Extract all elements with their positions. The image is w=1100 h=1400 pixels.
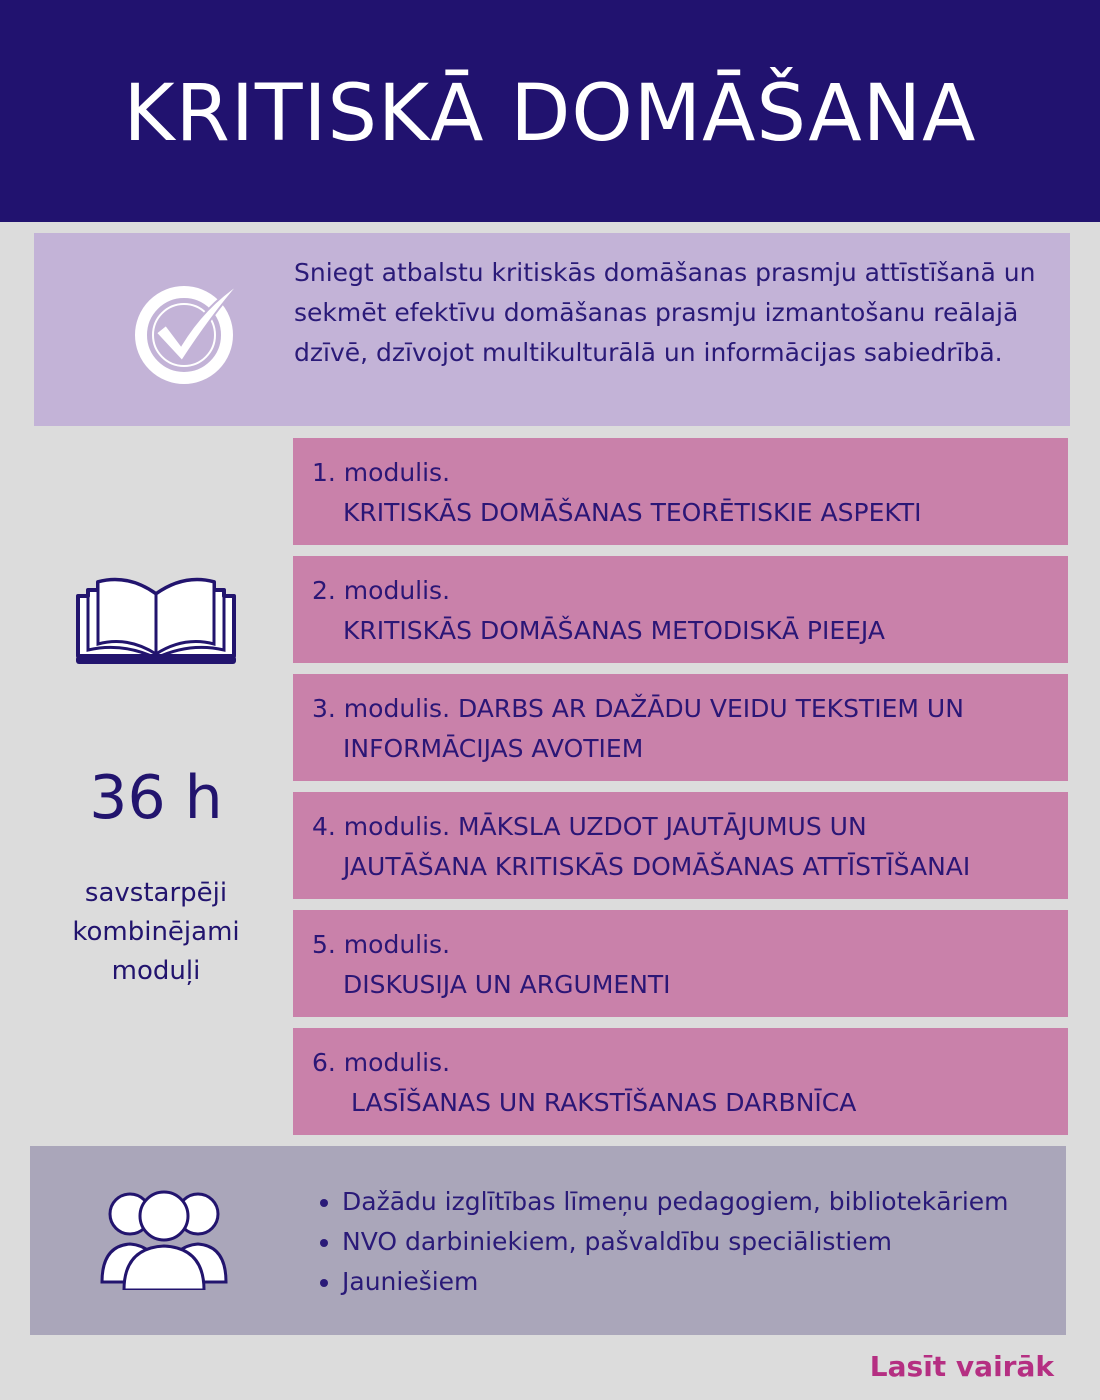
module-title: 6. modulis. [312, 1048, 451, 1077]
module-title: 1. modulis. [312, 458, 451, 487]
hours-description [0, 874, 312, 991]
module-subtitle: KRITISKĀS DOMĀŠANAS METODISKĀ PIEEJA [343, 616, 885, 645]
goal-panel [34, 233, 1070, 426]
module-title: 4. modulis. MĀKSLA UZDOT JAUTĀJUMUS UN [312, 812, 867, 841]
hours-description-line: savstarpēji [84, 878, 228, 908]
module-card-4[interactable] [293, 792, 1068, 899]
module-title: 3. modulis. DARBS AR DAŽĀDU VEIDU TEKSTIEM UN [312, 694, 964, 723]
hours-value: 36 h [89, 763, 223, 833]
module-card-6[interactable] [293, 1028, 1068, 1135]
list-item: • Dažādu izglītības līmeņu pedagogiem, bibliotekāriem [342, 1182, 1082, 1222]
page-header [0, 0, 1100, 222]
module-subtitle: JAUTĀŠANA KRITISKĀS DOMĀŠANAS ATTĪSTĪŠANAI [343, 852, 971, 881]
module-subtitle: LASĪŠANAS UN RAKSTĪŠANAS DARBNĪCA [351, 1088, 857, 1117]
list-item: • NVO darbiniekiem, pašvaldību speciālistiem [342, 1222, 1082, 1262]
module-card-5[interactable] [293, 910, 1068, 1017]
module-subtitle: DISKUSIJA UN ARGUMENTI [343, 970, 671, 999]
module-card-2[interactable] [293, 556, 1068, 663]
audience-panel [30, 1146, 1066, 1335]
module-subtitle: INFORMĀCIJAS AVOTIEM [343, 734, 644, 763]
check-circle-icon [134, 277, 244, 387]
book-icon [72, 572, 240, 668]
audience-list [315, 1182, 1082, 1302]
list-item: • Jauniešiem [342, 1262, 1082, 1302]
people-group-icon [100, 1190, 228, 1290]
read-more-link[interactable]: Lasīt vairāk [869, 1350, 1054, 1383]
goal-text: Sniegt atbalstu kritiskās domāšanas prasmju attīstīšanā un sekmēt efektīvu domāšanas prasmju izmantošanu reālajā dzīvē, dzīvojot multikulturālā un informācijas sabiedrībā. [294, 258, 1036, 367]
module-title: 5. modulis. [312, 930, 451, 959]
hours-description-line: kombinējami [72, 917, 240, 947]
page-title: KRITISKĀ DOMĀŠANA [123, 69, 977, 159]
module-card-3[interactable] [293, 674, 1068, 781]
module-title: 2. modulis. [312, 576, 451, 605]
hours-description-line: moduļi [111, 956, 201, 986]
module-card-1[interactable] [293, 438, 1068, 545]
module-subtitle: KRITISKĀS DOMĀŠANAS TEORĒTISKIE ASPEKTI [343, 498, 922, 527]
